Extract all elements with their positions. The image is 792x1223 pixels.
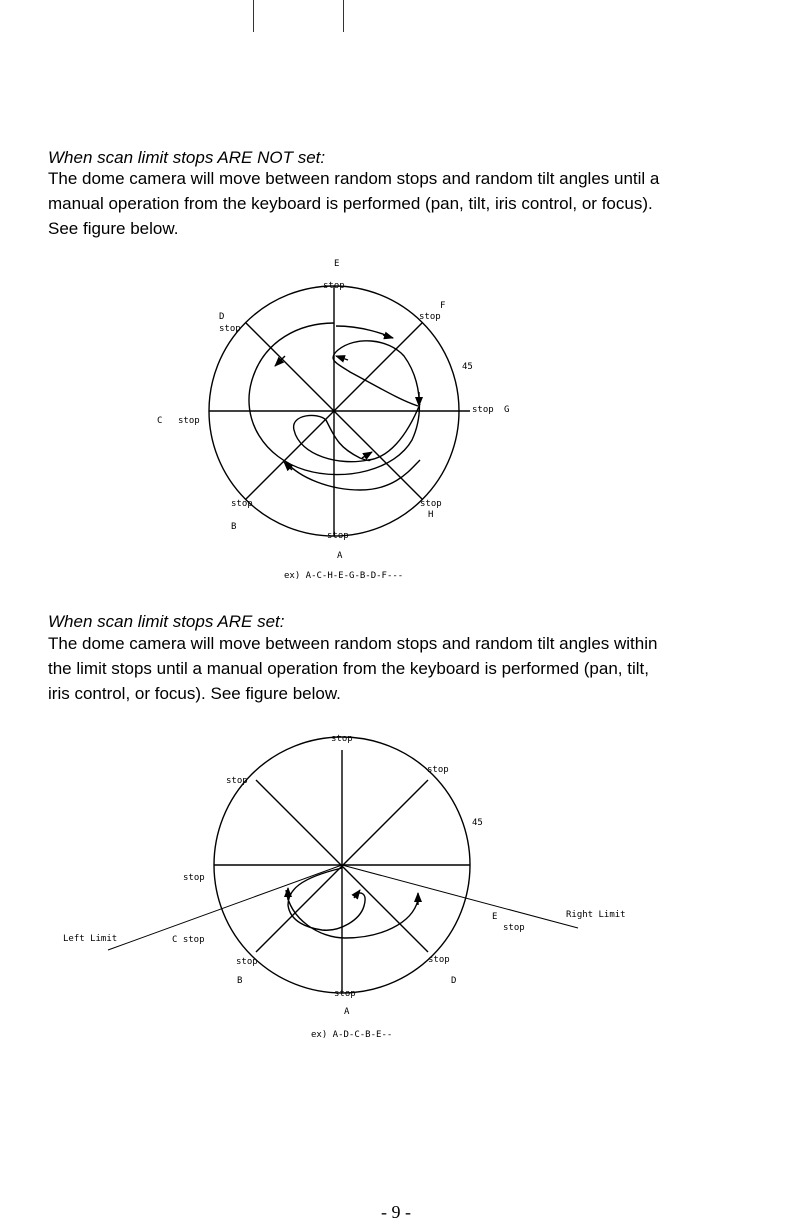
fig1-label-b: B <box>231 522 237 532</box>
fig1-label-e: E <box>334 259 340 269</box>
fig1-label-g-stop: stop <box>472 405 494 415</box>
page-number: - 9 - <box>381 1202 411 1222</box>
fig2-label-b: B <box>237 976 243 986</box>
section2-line-2: the limit stops until a manual operation from the keyboard is performed (pan, tilt, <box>48 659 649 678</box>
fig2-label-a-stop: stop <box>334 989 356 999</box>
fig1-label-d-stop: stop <box>219 324 241 334</box>
fig1-label-a-stop: stop <box>327 531 349 541</box>
fig2-label-w-stop: stop <box>183 873 205 883</box>
section1-heading: When scan limit stops ARE NOT set: <box>48 148 326 167</box>
figure2-left-limit-line <box>108 865 342 950</box>
fig1-label-f: F <box>440 301 446 311</box>
fig1-label-b-stop: stop <box>231 499 253 509</box>
section1-line-1: The dome camera will move between random stops and random tilt angles until a <box>48 169 660 188</box>
fig2-label-e: E <box>492 912 498 922</box>
fig2-label-ne-stop: stop <box>427 765 449 775</box>
fig1-label-h: H <box>428 510 434 520</box>
section2-heading: When scan limit stops ARE set: <box>48 612 285 631</box>
figure2-scan-diagram <box>63 734 626 1040</box>
fig1-label-angle: 45 <box>462 362 473 372</box>
fig2-label-angle: 45 <box>472 818 483 828</box>
fig1-label-e-stop: stop <box>323 281 345 291</box>
fig2-label-top-stop: stop <box>331 734 353 744</box>
fig1-caption: ex) A-C-H-E-G-B-D-F--- <box>284 571 404 581</box>
fig2-label-a: A <box>344 1007 350 1017</box>
fig2-label-left-limit: Left Limit <box>63 934 118 944</box>
fig2-label-nw-stop: stop <box>226 776 248 786</box>
fig1-label-h-stop: stop <box>420 499 442 509</box>
fig2-label-c-stop: C stop <box>172 935 205 945</box>
section1-line-3: See figure below. <box>48 219 179 238</box>
fig1-label-d: D <box>219 312 225 322</box>
section2-line-1: The dome camera will move between random stops and random tilt angles within <box>48 634 658 653</box>
figure2-right-limit-line <box>342 865 578 928</box>
fig1-label-g: G <box>504 405 510 415</box>
fig2-caption: ex) A-D-C-B-E-- <box>311 1030 393 1040</box>
fig2-label-right-limit: Right Limit <box>566 910 626 920</box>
fig1-label-c-stop: stop <box>178 416 200 426</box>
section1-line-2: manual operation from the keyboard is performed (pan, tilt, iris control, or focus). <box>48 194 653 213</box>
fig2-label-e-stop: stop <box>503 923 525 933</box>
fig1-label-a: A <box>337 551 343 561</box>
fig1-label-f-stop: stop <box>419 312 441 322</box>
fig2-label-d: D <box>451 976 457 986</box>
fig1-label-c: C <box>157 416 163 426</box>
figure1-scan-diagram <box>157 259 509 581</box>
fig2-label-se-stop: stop <box>428 955 450 965</box>
fig2-label-sw-stop: stop <box>236 957 258 967</box>
section2-line-3: iris control, or focus). See figure below. <box>48 684 341 703</box>
